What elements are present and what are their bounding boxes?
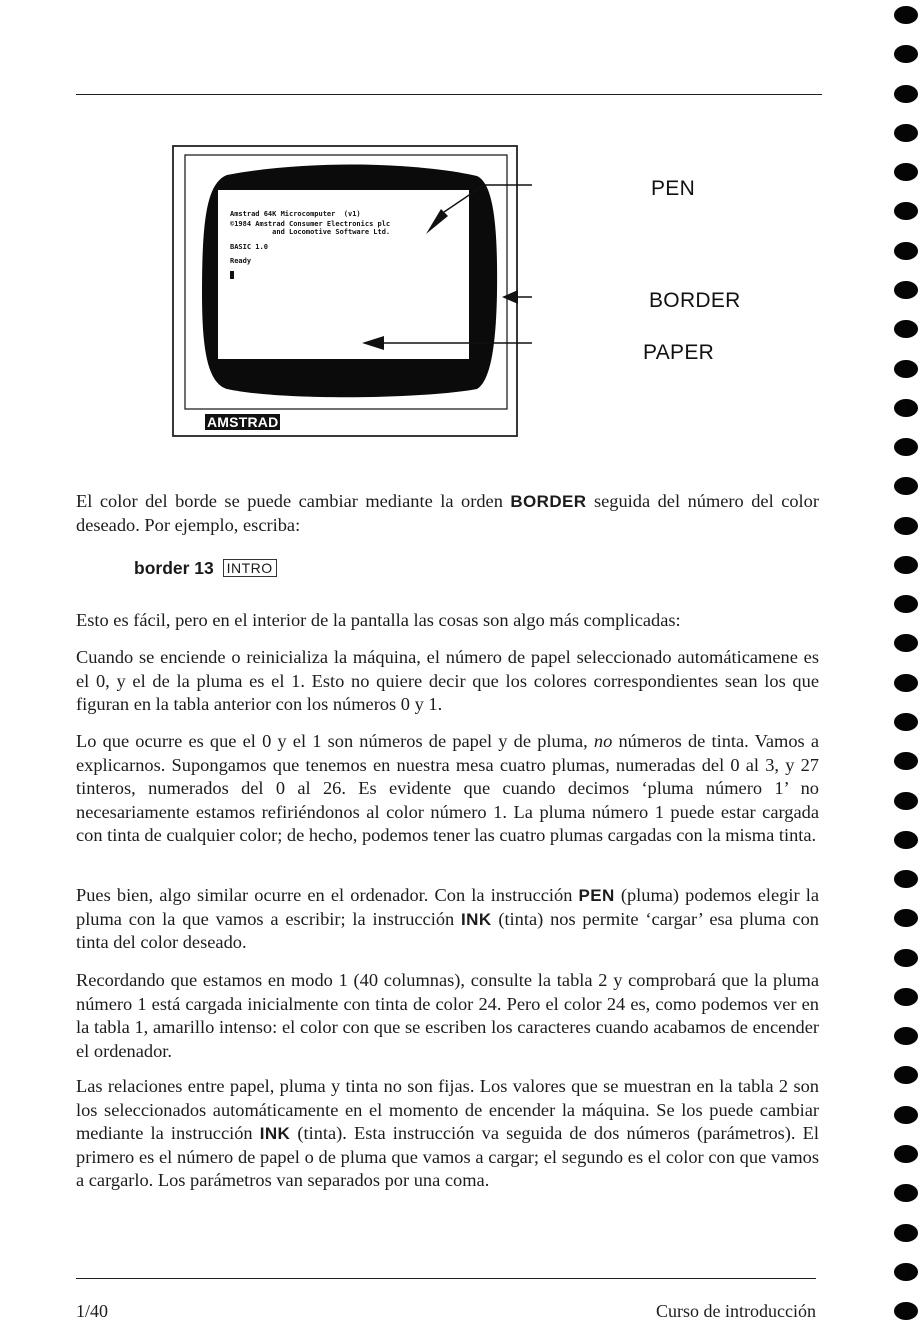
- label-paper: PAPER: [643, 341, 715, 364]
- binder-hole: [894, 752, 918, 770]
- intro-key-icon: INTRO: [223, 559, 277, 577]
- binder-hole: [894, 1106, 918, 1124]
- binder-hole: [894, 1184, 918, 1202]
- binder-hole: [894, 792, 918, 810]
- keyword-pen: PEN: [578, 886, 615, 905]
- text-run: Pues bien, algo similar ocurre en el ordenador. Con la instrucción: [76, 885, 579, 905]
- monitor-figure: [172, 143, 532, 438]
- text-run: números de tinta. Vamos a explicarnos. Supongamos que tenemos en nuestra mesa cuatro plumas, numeradas del 0 al 3, y 27 tinteros, numerados del 0 al 26. Es evidente que cuando decimos ‘pluma número 1’ no necesariamente estamos refiriéndonos al color número 1. La pluma número 1 puede estar cargada con tinta de cualquier color; de hecho, podemos tener las cuatro plumas cargadas con la misma tinta.: [76, 731, 819, 846]
- binder-hole: [894, 1145, 918, 1163]
- binder-hole: [894, 1066, 918, 1084]
- binder-hole: [894, 163, 918, 181]
- emphasis-no: no: [593, 731, 613, 751]
- binder-hole: [894, 1224, 918, 1242]
- binder-hole: [894, 870, 918, 888]
- binder-hole: [894, 45, 918, 63]
- binder-hole: [894, 242, 918, 260]
- binder-hole: [894, 595, 918, 613]
- binder-hole: [894, 517, 918, 535]
- binder-hole: [894, 1263, 918, 1281]
- binder-hole: [894, 281, 918, 299]
- command-example: [134, 558, 277, 579]
- screen-line: Ready: [230, 257, 252, 265]
- paragraph-mode-1: Recordando que estamos en modo 1 (40 columnas), consulte la tabla 2 y comprobará que la pluma número 1 está cargada inicialmente con tinta de color 24. Pero el color 24 es, como podemos ver en la tabla 1, amarillo intenso: el color con que se escriben los caracteres cuando acabamos de encender el ordenador.: [76, 970, 819, 1061]
- binder-hole: [894, 988, 918, 1006]
- text-run: (tinta) nos permite ‘cargar’ esa pluma con tinta del color deseado.: [76, 908, 819, 953]
- page-number: 1/40: [76, 1301, 109, 1321]
- amstrad-logo-text: AMSTRAD: [207, 414, 279, 430]
- label-border: BORDER: [649, 289, 741, 312]
- binder-hole: [894, 556, 918, 574]
- binder-holes: [893, 0, 924, 1334]
- text-run: (tinta). Esta instrucción va seguida de dos números (parámetros). El primero es el número de papel o de pluma que vamos a cargar; el segundo es el color con que vamos a cargarlo. Los parámetros van separados por una coma.: [76, 1123, 819, 1191]
- paragraph-reset: Cuando se enciende o reinicializa la máquina, el número de papel seleccionado automáticamene es el 0, y el de la pluma es el 1. Esto no quiere decir que los colores correspondientes sean los que figuran en la tabla anterior con los números 0 y 1.: [76, 647, 819, 715]
- binder-hole: [894, 438, 918, 456]
- screen-line: BASIC 1.0: [230, 243, 268, 251]
- paragraph-pen-ink-instructions: [76, 884, 819, 955]
- keyword-ink: INK: [461, 909, 492, 929]
- text-run: Lo que ocurre es que el 0 y el 1 son números de papel y de pluma,: [76, 731, 594, 751]
- text-run: El color del borde se puede cambiar mediante la orden: [76, 491, 511, 511]
- binder-hole: [894, 674, 918, 692]
- binder-hole: [894, 1027, 918, 1045]
- binder-hole: [894, 831, 918, 849]
- binder-hole: [894, 713, 918, 731]
- binder-hole: [894, 124, 918, 142]
- keyword-border: BORDER: [510, 492, 587, 511]
- paragraph-ink-instruction: [76, 1075, 819, 1193]
- text-run: (pluma) podemos elegir la pluma con la que vamos a escribir; la instrucción: [76, 885, 819, 929]
- binder-hole: [894, 909, 918, 927]
- binder-hole: [894, 477, 918, 495]
- binder-hole: [894, 634, 918, 652]
- keyword-ink: INK: [259, 1124, 291, 1144]
- screen-line: ©1984 Amstrad Consumer Electronics plc: [230, 220, 391, 228]
- binder-hole: [894, 360, 918, 378]
- screen-line: Amstrad 64K Microcomputer (v1): [230, 210, 361, 218]
- monitor-drawing: [172, 143, 532, 438]
- paragraph-easy: Esto es fácil, pero en el interior de la pantalla las cosas son algo más complicadas:: [76, 610, 681, 630]
- screen-line: and Locomotive Software Ltd.: [230, 228, 391, 236]
- binder-hole: [894, 320, 918, 338]
- binder-hole: [894, 6, 918, 24]
- binder-hole: [894, 399, 918, 417]
- binder-hole: [894, 1302, 918, 1320]
- binder-hole: [894, 949, 918, 967]
- amstrad-logo: [205, 414, 280, 430]
- section-title: Curso de introducción: [656, 1301, 816, 1321]
- top-rule: [76, 94, 822, 95]
- paragraph-pens-inks: [76, 730, 819, 848]
- paragraph-border-intro: [76, 490, 819, 537]
- binder-hole: [894, 85, 918, 103]
- bottom-rule: [76, 1278, 816, 1279]
- label-pen: PEN: [651, 177, 696, 200]
- text-run: seguida del número del color deseado. Por ejemplo, escriba:: [76, 491, 819, 535]
- text-run: Las relaciones entre papel, pluma y tinta no son fijas. Los valores que se muestran en la tabla 2 son los seleccionados automáticamente en el momento de encender la máquina. Se los puede cambiar mediante la instrucción: [76, 1076, 819, 1144]
- screen-cursor: [230, 271, 234, 279]
- binder-hole: [894, 202, 918, 220]
- command-text: border 13: [134, 558, 214, 578]
